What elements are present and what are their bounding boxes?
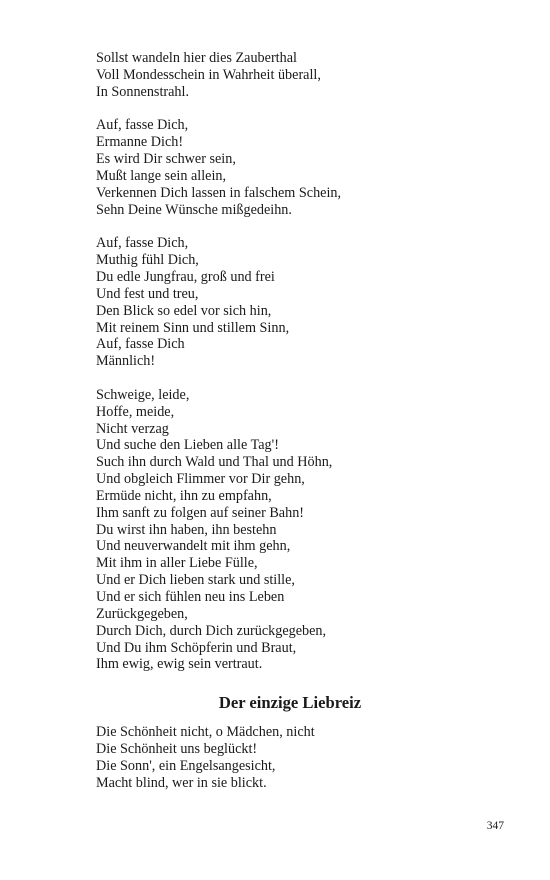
stanza-4 <box>96 387 496 673</box>
poem-line: Und er Dich lieben stark und stille, <box>96 572 295 589</box>
stanza-5 <box>96 724 496 791</box>
poem-line: Mit ihm in aller Liebe Fülle, <box>96 555 258 572</box>
poem-line: Such ihn durch Wald und Thal und Höhn, <box>96 454 333 471</box>
poem-line: Ihm ewig, ewig sein vertraut. <box>96 656 263 673</box>
poem-line: Voll Mondesschein in Wahrheit überall, <box>96 66 321 83</box>
poem-line: Auf, fasse Dich, <box>96 117 189 134</box>
poem-line: Nicht verzag <box>96 420 169 437</box>
poem-line: Sehn Deine Wünsche mißgedeihn. <box>96 201 292 218</box>
stanza-gap <box>96 101 496 118</box>
stanza-3 <box>96 235 496 370</box>
poem-line: Auf, fasse Dich <box>96 336 185 353</box>
poem-line: Und obgleich Flimmer vor Dir gehn, <box>96 471 305 488</box>
poem-line: Und neuverwandelt mit ihm gehn, <box>96 538 291 555</box>
page-number: 347 <box>486 820 504 832</box>
poem-line: Die Schönheit uns beglückt! <box>96 741 258 758</box>
poem-line: Mußt lange sein allein, <box>96 167 227 184</box>
poem-line: Männlich! <box>96 353 156 370</box>
poem-line: Die Schönheit nicht, o Mädchen, nicht <box>96 724 315 741</box>
poem-line: Ermüde nicht, ihn zu empfahn, <box>96 487 272 504</box>
poem-line: Ihm sanft zu folgen auf seiner Bahn! <box>96 504 305 521</box>
poem-line: Ermanne Dich! <box>96 134 184 151</box>
poem-line: Den Blick so edel vor sich hin, <box>96 302 272 319</box>
stanza-gap <box>96 218 496 235</box>
stanza-2 <box>96 117 496 218</box>
poem-line: Macht blind, wer in sie blickt. <box>96 774 267 791</box>
poem-title: Der einzige Liebreiz <box>218 693 362 713</box>
poem-line: Du edle Jungfrau, groß und frei <box>96 268 275 285</box>
poem-line: In Sonnenstrahl. <box>96 83 189 100</box>
poem-line: Schweige, leide, <box>96 386 190 403</box>
poem-line: Zurückgegeben, <box>96 605 188 622</box>
poem-line: Auf, fasse Dich, <box>96 235 189 252</box>
poem-line: Durch Dich, durch Dich zurückgegeben, <box>96 622 327 639</box>
poem-line: Du wirst ihn haben, ihn bestehn <box>96 521 277 538</box>
poem-line: Sollst wandeln hier dies Zauberthal <box>96 50 297 66</box>
poem-line: Die Sonn', ein Engelsangesicht, <box>96 757 276 774</box>
stanza-gap <box>96 370 496 387</box>
poem-line: Mit reinem Sinn und stillem Sinn, <box>96 319 290 336</box>
poem-line: Und fest und treu, <box>96 285 199 302</box>
poem-line: Und er sich fühlen neu ins Leben <box>96 589 285 605</box>
poem-line: Muthig fühl Dich, <box>96 252 199 269</box>
poem-line: Hoffe, meide, <box>96 403 175 420</box>
poem-line: Und suche den Lieben alle Tag'! <box>96 437 279 454</box>
poem-line: Verkennen Dich lassen in falschem Schein, <box>96 184 342 201</box>
stanza-1 <box>96 50 496 101</box>
poem-line: Es wird Dir schwer sein, <box>96 151 236 168</box>
poem-text <box>96 50 496 792</box>
poem-line: Und Du ihm Schöpferin und Braut, <box>96 639 297 656</box>
